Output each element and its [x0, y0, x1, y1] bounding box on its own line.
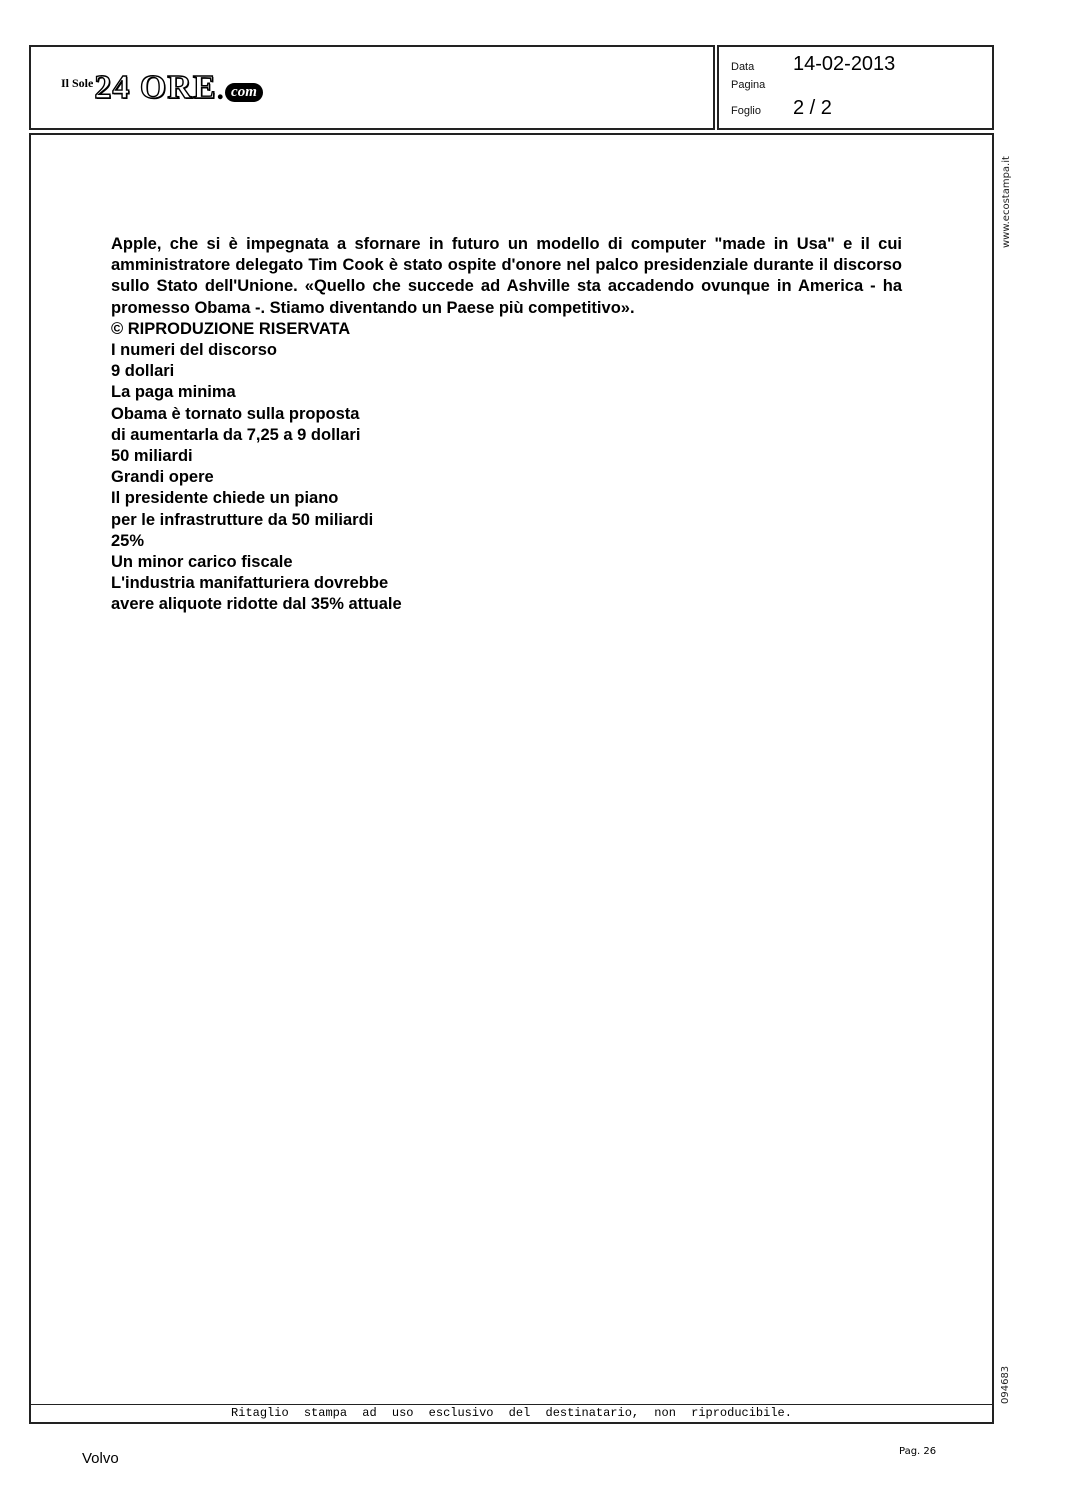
article-line: Un minor carico fiscale — [111, 553, 293, 572]
clipping-box — [29, 133, 994, 1424]
disclaimer-divider — [31, 1404, 992, 1405]
meta-row-foglio — [731, 97, 832, 120]
logo-com-badge: com — [225, 83, 263, 102]
article-paragraph: Apple, che si è impegnata a sfornare in futuro un modello di computer "made in Usa" e il cui amministratore delegato Tim Cook è stato ospite d'onore nel palco presidenziale durante il discorso sullo Stato dell'Unione. «Quello che succede ad Ashville sta accadendo ovunque in America - ha promesso Obama -. Stiamo diventando un Paese più competitivo». — [111, 235, 902, 317]
article-line: per le infrastrutture da 50 miliardi — [111, 510, 374, 529]
logo-small-text: Il Sole — [61, 76, 94, 90]
meta-row-pagina — [731, 79, 793, 91]
article-line: di aumentarla da 7,25 a 9 dollari — [111, 425, 361, 444]
footer-page-number: Pag. 26 — [899, 1446, 937, 1457]
article-line: Il presidente chiede un piano — [111, 489, 339, 508]
meta-box — [717, 45, 994, 130]
meta-row-data — [731, 53, 895, 76]
logo-dot: . — [216, 73, 225, 106]
foglio-label: Foglio — [731, 105, 761, 117]
il-sole-24-ore-logo — [61, 71, 263, 105]
data-label: Data — [731, 61, 755, 73]
disclaimer-text: Ritaglio stampa ad uso esclusivo del destinatario, non riproducibile. — [231, 1406, 792, 1420]
article-line: L'industria manifatturiera dovrebbe — [111, 574, 389, 593]
article-line: © RIPRODUZIONE RISERVATA — [111, 319, 351, 338]
article-line: 25% — [111, 531, 145, 550]
side-code-text: 094683 — [1000, 1365, 1011, 1404]
article-line: Obama è tornato sulla proposta — [111, 404, 360, 423]
pagina-label: Pagina — [731, 79, 766, 91]
article-line: 9 dollari — [111, 362, 175, 381]
masthead-box — [29, 45, 715, 130]
article-line: I numeri del discorso — [111, 341, 277, 360]
article-line: 50 miliardi — [111, 447, 193, 466]
footer-client-name: Volvo — [82, 1450, 119, 1467]
article-line: Grandi opere — [111, 468, 214, 487]
article-line: La paga minima — [111, 383, 236, 402]
data-value: 14-02-2013 — [793, 53, 896, 75]
logo-main-text: 24 ORE — [94, 69, 217, 106]
article-body — [111, 234, 902, 616]
side-url-text: www.ecostampa.it — [1001, 156, 1012, 248]
foglio-value: 2 / 2 — [793, 97, 832, 119]
article-line: avere aliquote ridotte dal 35% attuale — [111, 595, 402, 614]
